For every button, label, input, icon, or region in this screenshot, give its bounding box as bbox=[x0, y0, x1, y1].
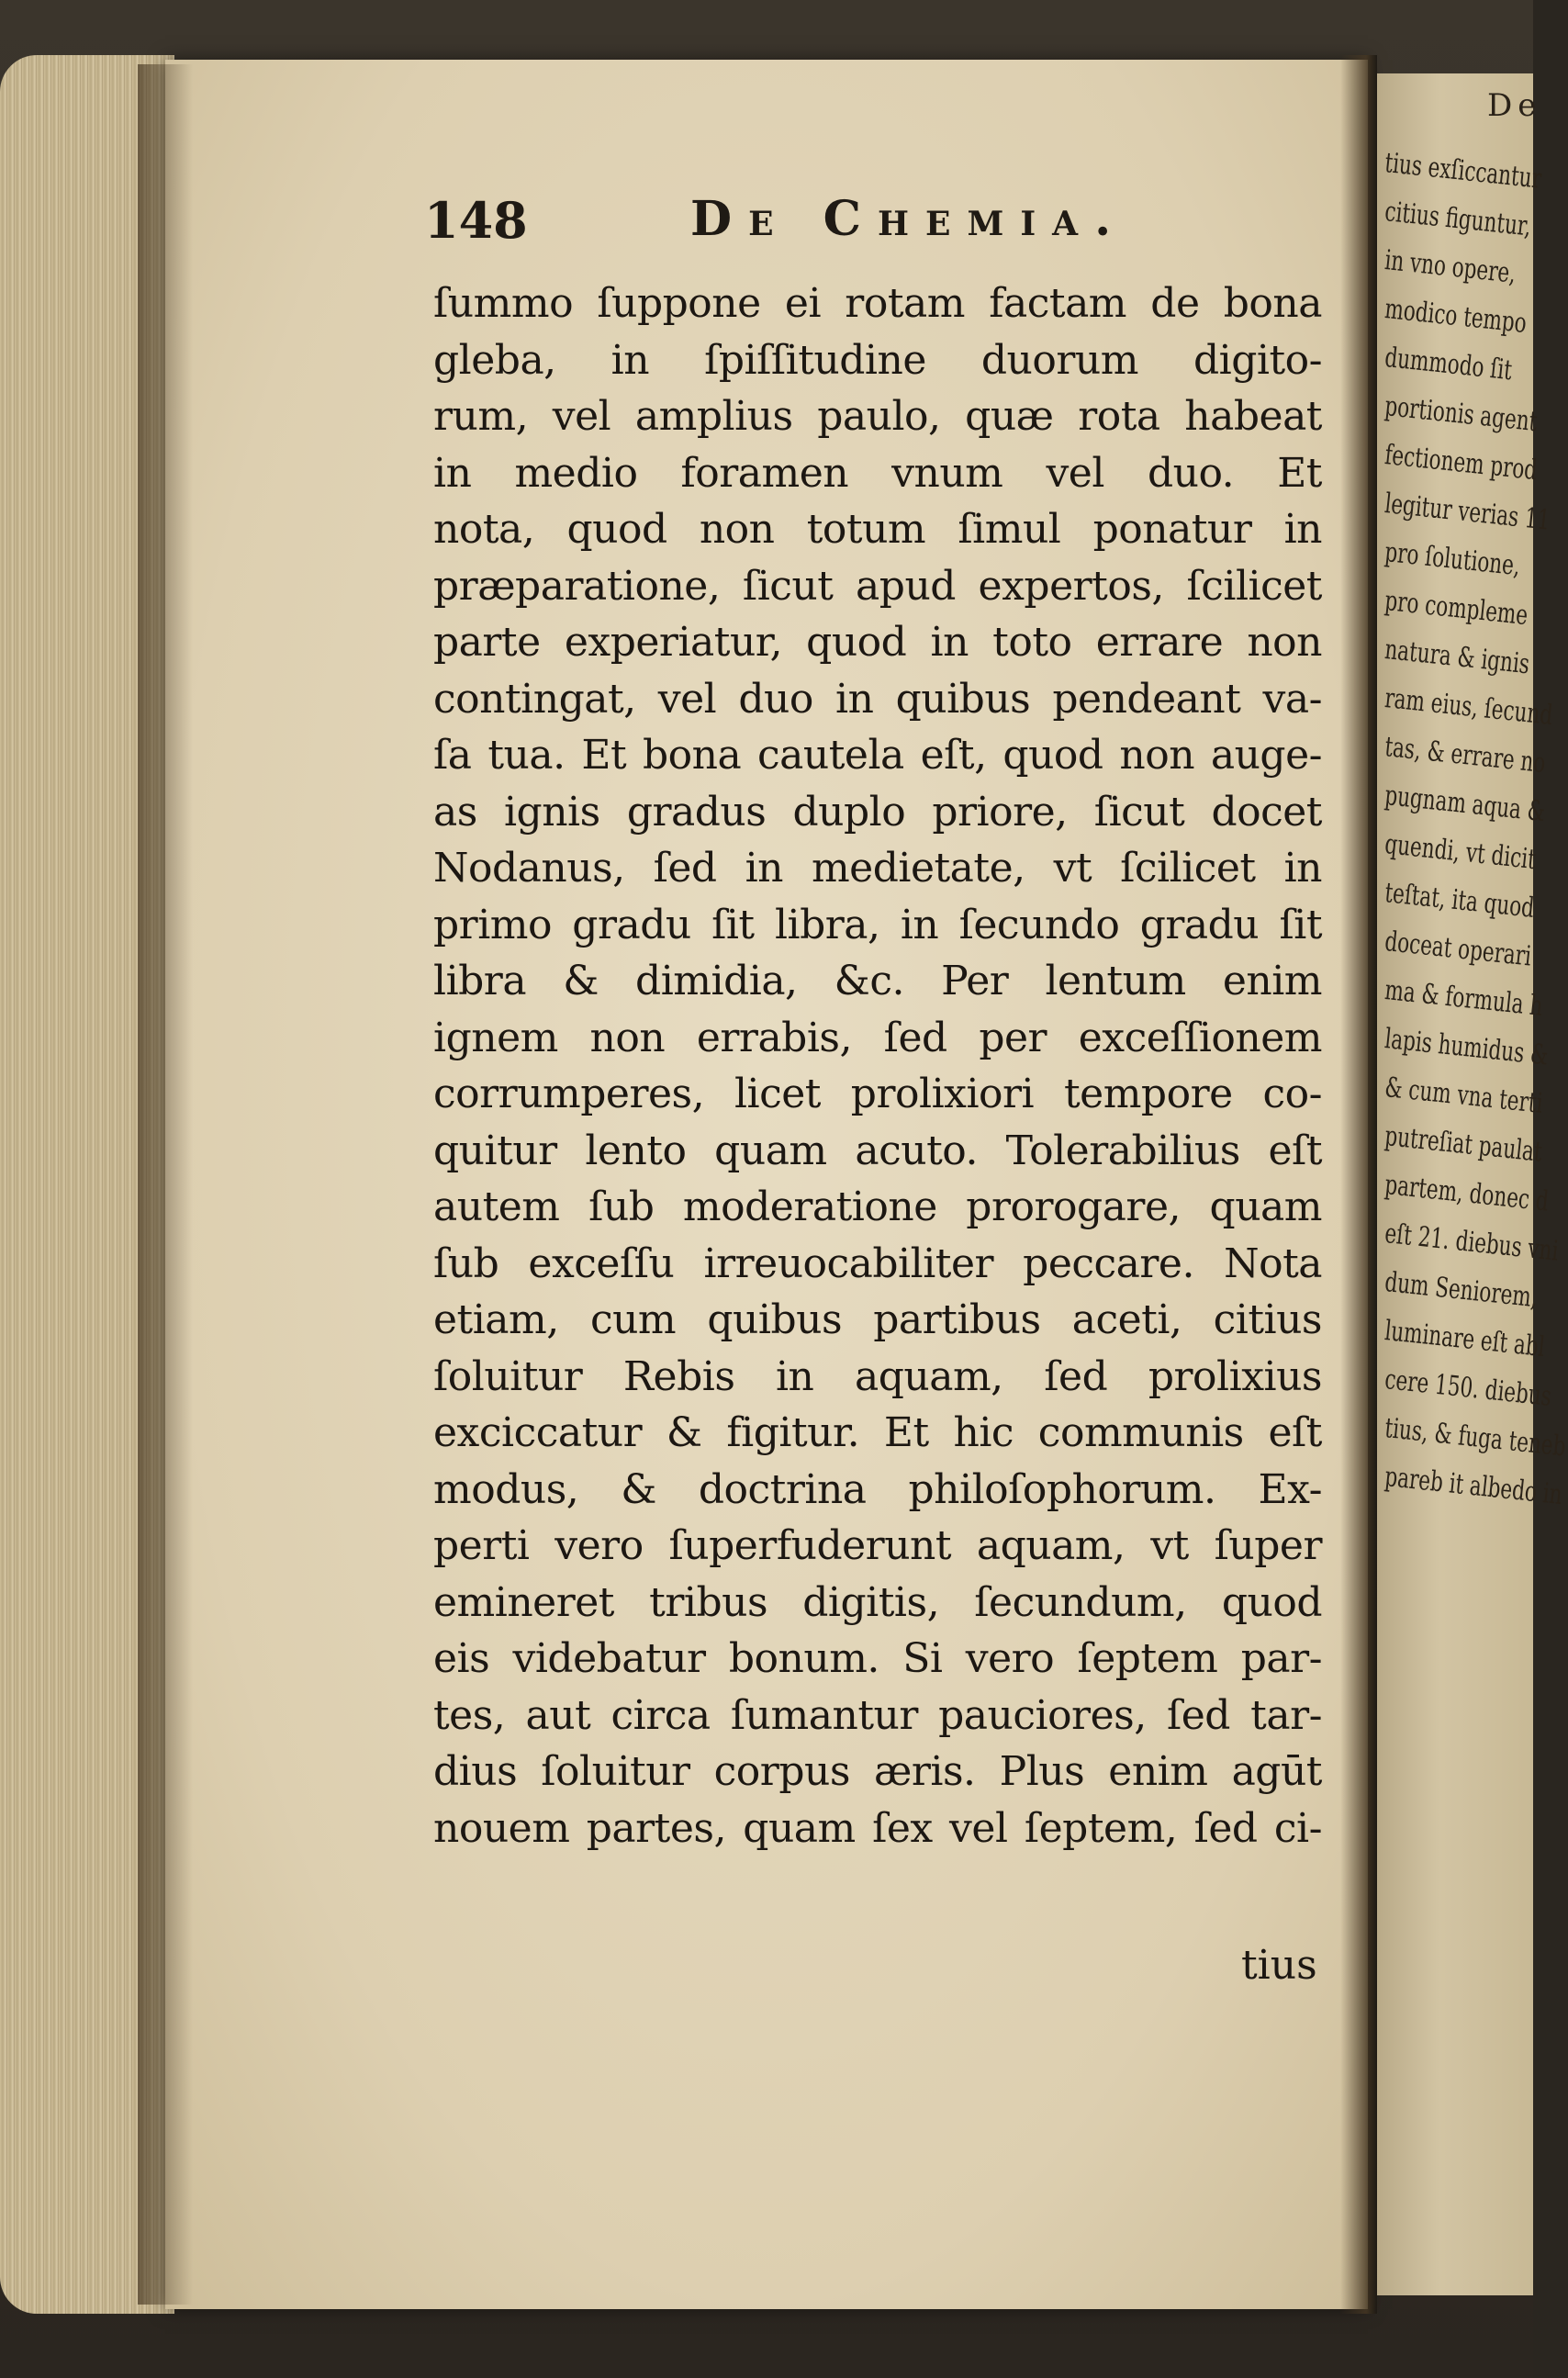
text-line: ſa tua. Et bona cautela eſt, quod non auge- bbox=[433, 732, 1322, 779]
facing-page-line: pro compleme bbox=[1383, 584, 1529, 633]
facing-page-line: modico tempo bbox=[1383, 292, 1529, 341]
catchword: tius bbox=[1241, 1942, 1317, 1989]
text-line: rum, vel amplius paulo, quæ rota habeat bbox=[433, 393, 1322, 440]
page-header bbox=[424, 191, 1159, 255]
page-number: 148 bbox=[424, 191, 528, 250]
text-line: dius ſoluitur corpus æris. Plus enim agūt bbox=[433, 1748, 1322, 1795]
facing-page-line: partem, donec d bbox=[1383, 1168, 1551, 1218]
text-line: perti vero ſuperfuderunt aquam, vt ſuper bbox=[433, 1522, 1322, 1569]
text-line: tes, aut circa ſumantur pauciores, ſed tar- bbox=[433, 1691, 1322, 1739]
text-line: ſummo ſuppone ei rotam factam de bona bbox=[433, 280, 1322, 327]
facing-page-line: & cum vna terti bbox=[1383, 1071, 1545, 1120]
facing-page-line: doceat operari bbox=[1383, 925, 1533, 973]
facing-page bbox=[1377, 73, 1568, 2295]
facing-page-line: teſtat, ita quod bbox=[1383, 876, 1536, 925]
facing-page-line: natura & ignis bbox=[1383, 633, 1531, 681]
book-gutter bbox=[1340, 55, 1377, 2314]
text-line: parte experiatur, quod in toto errare non bbox=[433, 619, 1322, 666]
text-line: ſub exceſſu irreuocabiliter peccare. Nota bbox=[433, 1239, 1322, 1287]
text-line: nota, quod non totum ſimul ponatur in bbox=[433, 506, 1322, 553]
text-line: modus, & doctrina philoſophorum. Ex- bbox=[433, 1465, 1322, 1513]
text-line: quitur lento quam acuto. Tolerabilius eſt bbox=[433, 1127, 1322, 1174]
text-line: etiam, cum quibus partibus aceti, citius bbox=[433, 1296, 1322, 1343]
text-line: ſoluitur Rebis in aquam, ſed prolixius bbox=[433, 1352, 1322, 1400]
text-line: corrumperes, licet prolixiori tempore co- bbox=[433, 1071, 1322, 1117]
text-line: emineret tribus digitis, ſecundum, quod bbox=[433, 1578, 1322, 1626]
facing-page-line: eſt 21. diebus vni bbox=[1383, 1217, 1561, 1268]
facing-page-line: tas, & errare no bbox=[1383, 730, 1548, 780]
text-line: nouem partes, quam ſex vel ſeptem, ſed ci- bbox=[433, 1804, 1322, 1852]
text-line: eis videbatur bonum. Si vero ſeptem par- bbox=[433, 1635, 1322, 1682]
facing-page-line: lapis humidus & bbox=[1383, 1022, 1551, 1072]
facing-page-line: quendi, vt dicit bbox=[1383, 827, 1538, 877]
facing-page-line: pro ſolutione, bbox=[1383, 535, 1522, 583]
facing-page-line: in vno opere, bbox=[1383, 243, 1518, 290]
facing-page-heading: De bbox=[1487, 87, 1542, 124]
facing-page-text bbox=[1377, 138, 1568, 1512]
text-line: autem ſub moderatione prorogare, quam bbox=[433, 1183, 1322, 1230]
facing-page-line: luminare eſt abl bbox=[1383, 1314, 1547, 1364]
text-line: præparatione, ſicut apud expertos, ſcilicet bbox=[433, 562, 1322, 610]
facing-page-line: tius exſiccantur bbox=[1383, 146, 1543, 196]
running-title: De Chemia. bbox=[690, 191, 1128, 247]
facing-page-line: ma & formula h bbox=[1383, 973, 1545, 1023]
text-line: exciccatur & figitur. Et hic communis eſt bbox=[433, 1409, 1322, 1456]
facing-page-line: pugnam aqua & bbox=[1383, 779, 1547, 829]
facing-page-line: dummodo ſit bbox=[1383, 341, 1514, 387]
text-line: primo gradu ſit libra, in ſecundo gradu ſit bbox=[433, 901, 1322, 948]
facing-page-line: cere 150. diebus bbox=[1383, 1363, 1553, 1413]
facing-page-line: dum Seniorem, bbox=[1383, 1265, 1540, 1315]
facing-page-line: ram eius, ſecund bbox=[1383, 681, 1554, 732]
text-line: ignem non errabis, ſed per exceſſionem bbox=[433, 1014, 1322, 1061]
text-line: gleba, in ſpiſſitudine duorum digito- bbox=[433, 336, 1322, 384]
facing-page-line: tius, & fuga teneb bbox=[1383, 1411, 1568, 1464]
text-line: in medio foramen vnum vel duo. Et bbox=[433, 449, 1322, 497]
facing-page-line: legitur verias 11 bbox=[1383, 487, 1552, 537]
facing-page-line: citius figuntur, bbox=[1383, 195, 1533, 243]
text-line: as ignis gradus duplo priore, ſicut docet bbox=[433, 788, 1322, 836]
text-line: libra & dimidia, &c. Per lentum enim bbox=[433, 958, 1322, 1004]
page-edge-shadow bbox=[138, 64, 193, 2305]
facing-page-line: putreſiat paulat bbox=[1383, 1119, 1544, 1169]
text-line: contingat, vel duo in quibus pendeant va- bbox=[433, 675, 1322, 723]
text-line: Nodanus, ſed in medietate, vt ſcilicet in bbox=[433, 845, 1322, 892]
facing-page-line: fectionem prod bbox=[1383, 438, 1540, 488]
facing-page-line: pareb it albedo in bbox=[1383, 1460, 1564, 1512]
body-text bbox=[433, 275, 1322, 1856]
facing-page-line: portionis agent bbox=[1383, 389, 1540, 439]
